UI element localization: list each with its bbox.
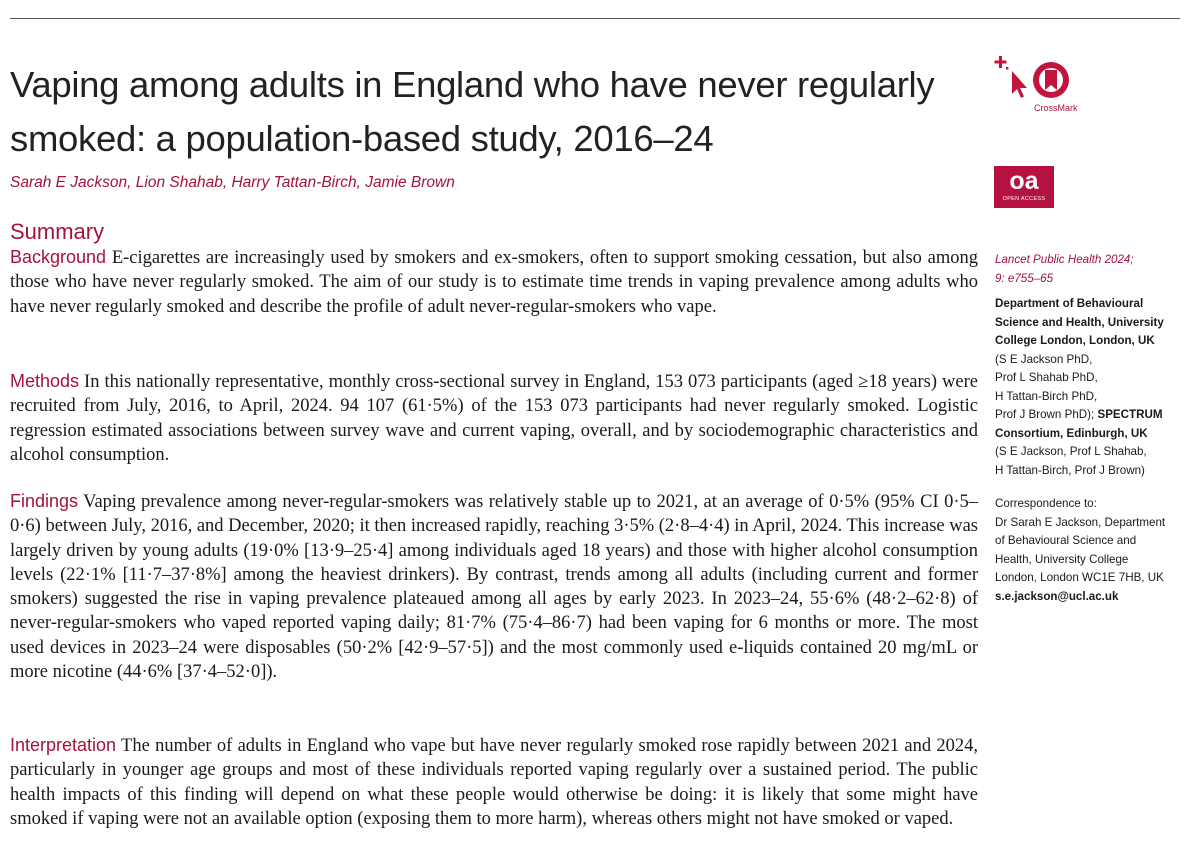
methods-text: In this nationally representative, monthly cross-sectional survey in England, 153 073 participants (aged ≥18 years) were recruited from July, 2016, to April, 2024. 94 107 (61·5%) of the 153 073 participants had never regularly smoked. Logistic regression estimated associations between survey wave and current vaping, overall, and by sociodemographic characteristics and alcohol consumption.: [10, 372, 978, 465]
oa-logo-text: oa: [1009, 167, 1039, 195]
affiliation-person-last: Prof J Brown PhD);: [995, 408, 1095, 421]
journal-citation[interactable]: [995, 251, 1185, 288]
methods-label: Methods: [10, 371, 80, 391]
affiliation-person: Prof L Shahab PhD,: [995, 371, 1098, 384]
affiliation-person: (S E Jackson PhD,: [995, 352, 1093, 366]
affiliations: [995, 295, 1185, 480]
affiliation-2-person: H Tattan-Birch, Prof J Brown): [995, 463, 1145, 477]
crossmark-label: CrossMark: [1034, 103, 1078, 113]
correspondence-line: London, London WC1E 7HB, UK: [995, 571, 1164, 584]
correspondence-line: Health, University College: [995, 552, 1129, 566]
affiliation-mixed-line: [995, 406, 1185, 425]
correspondence-line: of Behavioural Science and: [995, 534, 1137, 547]
affiliation-line: College London, London, UK: [995, 334, 1155, 347]
citation-journal: Lancet Public Health 2024;: [995, 253, 1134, 266]
article-title: Vaping among adults in England who have never regularly smoked: a population-based study, 2016–24: [10, 64, 935, 159]
correspondence-email-link[interactable]: s.e.jackson@ucl.ac.uk: [995, 589, 1119, 603]
affiliation-line: Department of Behavioural: [995, 297, 1144, 310]
background-paragraph: [10, 245, 978, 319]
affiliation-2-start: SPECTRUM: [1094, 408, 1163, 421]
methods-paragraph: [10, 369, 978, 467]
top-rule: [10, 18, 1180, 19]
oa-logo-subtext: OPEN ACCESS: [1002, 196, 1046, 202]
author-list[interactable]: Sarah E Jackson, Lion Shahab, Harry Tattan-Birch, Jamie Brown: [10, 174, 455, 191]
findings-paragraph: [10, 489, 978, 684]
affiliation-person: H Tattan-Birch PhD,: [995, 389, 1098, 403]
findings-label: Findings: [10, 491, 79, 511]
background-text: E-cigarettes are increasingly used by smokers and ex-smokers, often to support smoking cessation, but also among those who have never regularly smoked. The aim of our study is to estimate time trends in vaping prevalence among adults who have never regularly smoked and describe the profile of adult never-regular-smokers who vape.: [10, 248, 978, 317]
background-label: Background: [10, 247, 107, 267]
correspondence: [995, 495, 1185, 606]
affiliation-2-person: (S E Jackson, Prof L Shahab,: [995, 445, 1147, 458]
findings-text: Vaping prevalence among never-regular-smokers was relatively stable up to 2021, at an average of 0·5% (95% CI 0·5–0·6) between July, 2016, and December, 2020; it then increased rapidly, reaching 3·5% (2·8–4·4) in April, 2024. This increase was largely driven by young adults (19·0% [13·9–25·4] among individuals aged 18 years) and those with higher alcohol consumption levels (22·1% [11·7–37·8%] among the heaviest drinkers). By contrast, trends among all adults (including current and former smokers) suggested the rise in vaping prevalence plateaued among all ages by early 2023. In 2023–24, 55·6% (48·2–62·8) of never-regular-smokers who vaped reported vaping daily; 81·7% (75·4–86·7) had been vaping for 6 months or more. The most used devices in 2023–24 were disposables (50·2% [42·9–57·5]) and the most commonly used e-liquids contained 20 mg/mL or more nicotine (44·6% [37·4–52·0]).: [10, 492, 978, 683]
citation-volume: 9: e755–65: [995, 271, 1054, 285]
summary-heading: Summary: [10, 219, 105, 244]
correspondence-heading: Correspondence to:: [995, 497, 1097, 510]
affiliation-line: Science and Health, University: [995, 315, 1164, 329]
interpretation-paragraph: [10, 733, 978, 831]
correspondence-line: Dr Sarah E Jackson, Department: [995, 515, 1166, 529]
affiliation-2-rest: Consortium, Edinburgh, UK: [995, 426, 1148, 440]
interpretation-label: Interpretation: [10, 735, 117, 755]
interpretation-text: The number of adults in England who vape but have never regularly smoked rose rapidly between 2021 and 2024, particularly in younger age groups and most of these individuals reported vaping regularly over a sustained period. The public health impacts of this finding will depend on what these people would otherwise be doing: it is likely that some might have smoked if vaping were not an available option (exposing them to more harm), whereas others might not have smoked or vaped.: [10, 736, 978, 829]
open-access-badge[interactable]: [994, 166, 1054, 208]
